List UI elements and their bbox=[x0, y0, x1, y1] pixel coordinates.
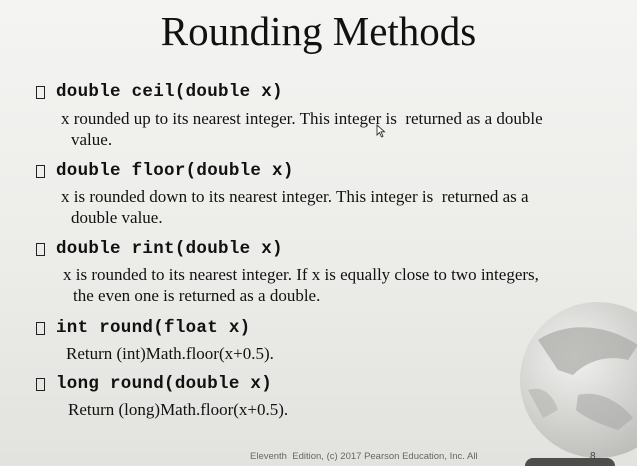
bullet-square-icon bbox=[36, 86, 45, 99]
method-signature: double rint(double x) bbox=[56, 239, 283, 259]
bullet-square-icon bbox=[36, 165, 45, 178]
page-number: 8 bbox=[590, 451, 596, 462]
method-description-line: value. bbox=[71, 130, 113, 149]
method-item-round-double bbox=[36, 373, 272, 395]
method-item-round-float bbox=[36, 317, 250, 339]
slide-title: Rounding Methods bbox=[160, 8, 477, 54]
method-signature: double ceil(double x) bbox=[56, 82, 283, 102]
globe-icon bbox=[518, 300, 637, 460]
bullet-square-icon bbox=[36, 378, 45, 391]
method-description-line: x is rounded down to its nearest integer. This integer is returned as a bbox=[61, 187, 529, 206]
method-item-rint bbox=[36, 238, 283, 260]
method-description-line: Return (long)Math.floor(x+0.5). bbox=[68, 400, 289, 419]
method-item-ceil bbox=[36, 81, 283, 103]
bullet-square-icon bbox=[36, 243, 45, 256]
mouse-cursor-icon bbox=[376, 124, 386, 138]
method-description-line: the even one is returned as a double. bbox=[73, 286, 321, 305]
method-description-line: x is rounded to its nearest integer. If x is equally close to two integers, bbox=[63, 265, 539, 284]
method-signature: double floor(double x) bbox=[56, 161, 294, 181]
method-description-line: double value. bbox=[71, 208, 163, 227]
bullet-square-icon bbox=[36, 322, 45, 335]
method-item-floor bbox=[36, 160, 294, 182]
footer-copyright: Eleventh Edition, (c) 2017 Pearson Education, Inc. All bbox=[250, 451, 478, 462]
method-description-line: x rounded up to its nearest integer. This integer is returned as a double bbox=[61, 109, 543, 128]
method-signature: int round(float x) bbox=[56, 318, 251, 338]
method-signature: long round(double x) bbox=[56, 374, 273, 394]
footer-bar bbox=[525, 458, 615, 466]
method-description-line: Return (int)Math.floor(x+0.5). bbox=[66, 344, 274, 363]
